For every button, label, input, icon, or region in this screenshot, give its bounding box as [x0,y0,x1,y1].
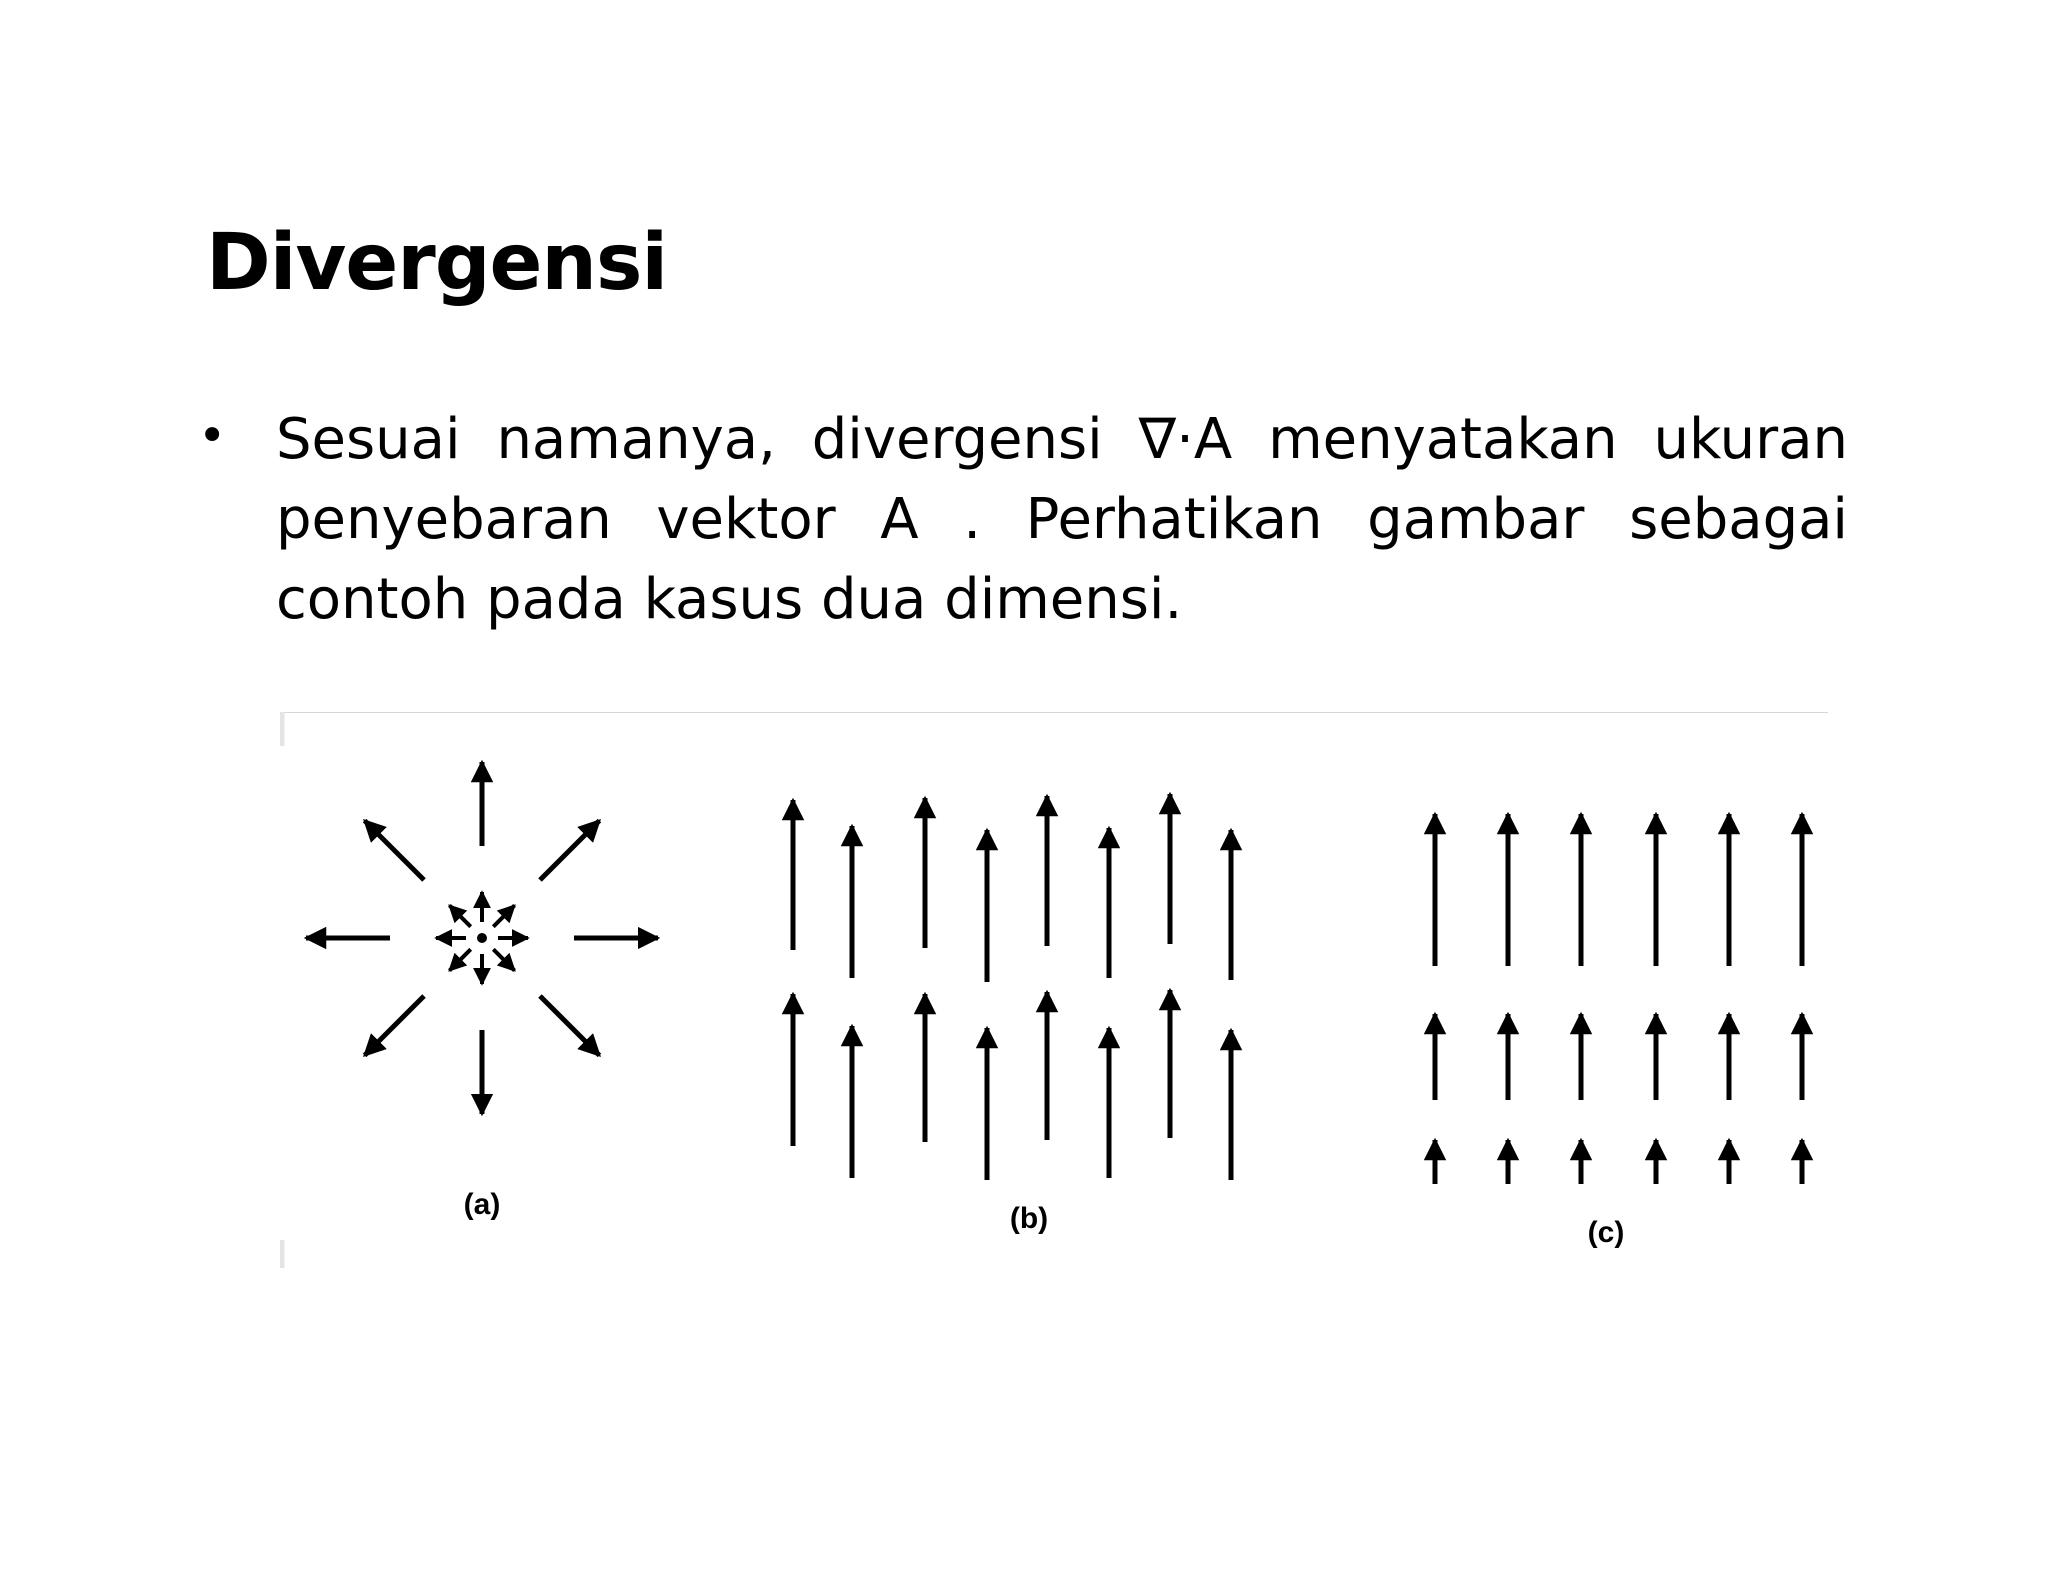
bullet-point [198,400,1848,640]
radial-arrow-outer [540,996,599,1055]
caption-c: (c) [1587,1216,1625,1249]
source-point [477,933,487,943]
radial-arrow-outer [365,821,424,880]
vector-field-figure [280,712,1828,1272]
radial-arrow-inner [493,949,514,970]
radial-arrow-inner [449,949,470,970]
panel-b-uniform-field [793,794,1231,1180]
bullet-text: Sesuai namanya, divergensi ∇·A menyatakan ukuran penyebaran vektor A . Perhatikan gambar sebagai contoh pada kasus dua dimensi. [276,407,1848,632]
radial-arrow-inner [449,905,470,926]
bullet-marker: • [198,408,227,464]
radial-arrow-outer [365,996,424,1055]
slide-title: Divergensi [206,218,668,308]
panel-c-varying-field [1435,814,1802,1184]
panel-a-radial-field [306,762,658,1114]
radial-arrow-outer [540,821,599,880]
radial-arrow-inner [493,905,514,926]
caption-a: (a) [463,1188,501,1221]
caption-b: (b) [1009,1202,1049,1235]
